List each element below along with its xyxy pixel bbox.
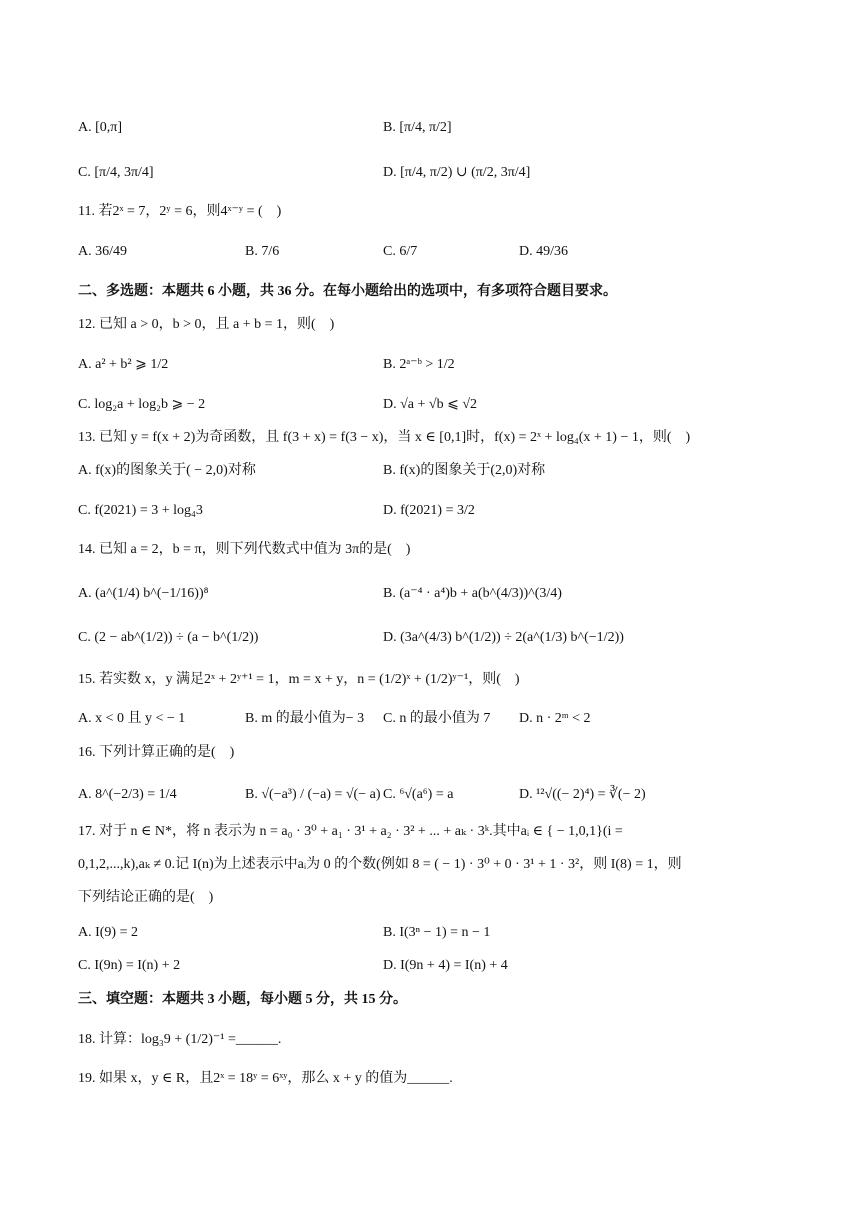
q17-option-c: C. I(9n) = I(n) + 2 <box>78 958 181 973</box>
q17-option-b: B. I(3ⁿ − 1) = n − 1 <box>383 925 491 940</box>
q16-option-b: B. √(−a³) / (−a) = √(− a) <box>245 787 381 802</box>
q12-stem: 12. 已知 a > 0，b > 0，且 a + b = 1，则( ) <box>78 317 335 332</box>
q14-option-d: D. (3a^(4/3) b^(1/2)) ÷ 2(a^(1/3) b^(−1/2)) <box>383 630 624 645</box>
q13-option-c: C. f(2021) = 3 + log₄3 <box>78 503 203 518</box>
q17-option-a: A. I(9) = 2 <box>78 925 138 940</box>
q16-stem: 16. 下列计算正确的是( ) <box>78 745 235 760</box>
q12-option-c: C. log₂a + log₂b ⩾ − 2 <box>78 397 206 412</box>
q10-option-a: A. [0,π] <box>78 120 123 135</box>
q15-option-c: C. n 的最小值为 7 <box>383 711 491 726</box>
q18-stem: 18. 计算：log₃9 + (1/2)⁻¹ =______. <box>78 1032 282 1047</box>
q16-option-a: A. 8^(−2/3) = 1/4 <box>78 787 177 802</box>
section-heading-multiple-choice: 二、多选题：本题共 6 小题，共 36 分。在每小题给出的选项中，有多项符合题目要求。 <box>78 284 617 299</box>
q13-stem: 13. 已知 y = f(x + 2)为奇函数，且 f(3 + x) = f(3 − x)，当 x ∈ [0,1]时，f(x) = 2ˣ + log₄(x + 1) − 1，则( ) <box>78 430 691 445</box>
q13-option-d: D. f(2021) = 3/2 <box>383 503 475 518</box>
q15-option-a: A. x < 0 且 y < − 1 <box>78 711 186 726</box>
q12-option-b: B. 2ᵃ⁻ᵇ > 1/2 <box>383 357 455 372</box>
q12-option-d: D. √a + √b ⩽ √2 <box>383 397 478 412</box>
q14-option-c: C. (2 − ab^(1/2)) ÷ (a − b^(1/2)) <box>78 630 259 645</box>
q14-stem: 14. 已知 a = 2，b = π，则下列代数式中值为 3π的是( ) <box>78 542 411 557</box>
q11-option-b: B. 7/6 <box>245 244 280 259</box>
section-heading-fill-in: 三、填空题：本题共 3 小题，每小题 5 分，共 15 分。 <box>78 992 407 1007</box>
q12-option-a: A. a² + b² ⩾ 1/2 <box>78 357 169 372</box>
q17-option-d: D. I(9n + 4) = I(n) + 4 <box>383 958 508 973</box>
q14-option-a: A. (a^(1/4) b^(−1/16))⁸ <box>78 586 209 601</box>
q13-option-b: B. f(x)的图象关于(2,0)对称 <box>383 463 546 478</box>
q14-option-b: B. (a⁻⁴ · a⁴)b + a(b^(4/3))^(3/4) <box>383 586 562 601</box>
q11-stem: 11. 若2ˣ = 7，2ʸ = 6，则4ˣ⁻ʸ = ( ) <box>78 204 282 219</box>
q15-option-b: B. m 的最小值为− 3 <box>245 711 365 726</box>
q11-option-a: A. 36/49 <box>78 244 127 259</box>
q15-option-d: D. n · 2ᵐ < 2 <box>519 711 591 726</box>
q17-stem-line-1: 17. 对于 n ∈ N*，将 n 表示为 n = a₀ · 3⁰ + a₁ · 3¹ + a₂ · 3² + ... + aₖ · 3ᵏ.其中aᵢ ∈ { − 1,0,1}(i = <box>78 824 623 839</box>
q11-option-c: C. 6/7 <box>383 244 418 259</box>
q13-option-a: A. f(x)的图象关于( − 2,0)对称 <box>78 463 256 478</box>
q10-option-d: D. [π/4, π/2) ∪ (π/2, 3π/4] <box>383 165 531 180</box>
q19-stem: 19. 如果 x，y ∈ R，且2ˣ = 18ʸ = 6ˣʸ，那么 x + y 的值为______. <box>78 1071 453 1086</box>
q17-stem-line-3: 下列结论正确的是( ) <box>78 890 214 905</box>
q10-option-b: B. [π/4, π/2] <box>383 120 452 135</box>
q16-option-d: D. ¹²√((− 2)⁴) = ∛(− 2) <box>519 787 646 802</box>
q10-option-c: C. [π/4, 3π/4] <box>78 165 154 180</box>
q15-stem: 15. 若实数 x，y 满足2ˣ + 2ʸ⁺¹ = 1，m = x + y，n = (1/2)ˣ + (1/2)ʸ⁻¹，则( ) <box>78 672 520 687</box>
q11-option-d: D. 49/36 <box>519 244 568 259</box>
q17-stem-line-2: 0,1,2,...,k),aₖ ≠ 0.记 I(n)为上述表示中aᵢ为 0 的个数(例如 8 = ( − 1) · 3⁰ + 0 · 3¹ + 1 · 3²，则 I(8) = 1，则 <box>78 857 682 872</box>
q16-option-c: C. ⁶√(a⁶) = a <box>383 787 454 802</box>
